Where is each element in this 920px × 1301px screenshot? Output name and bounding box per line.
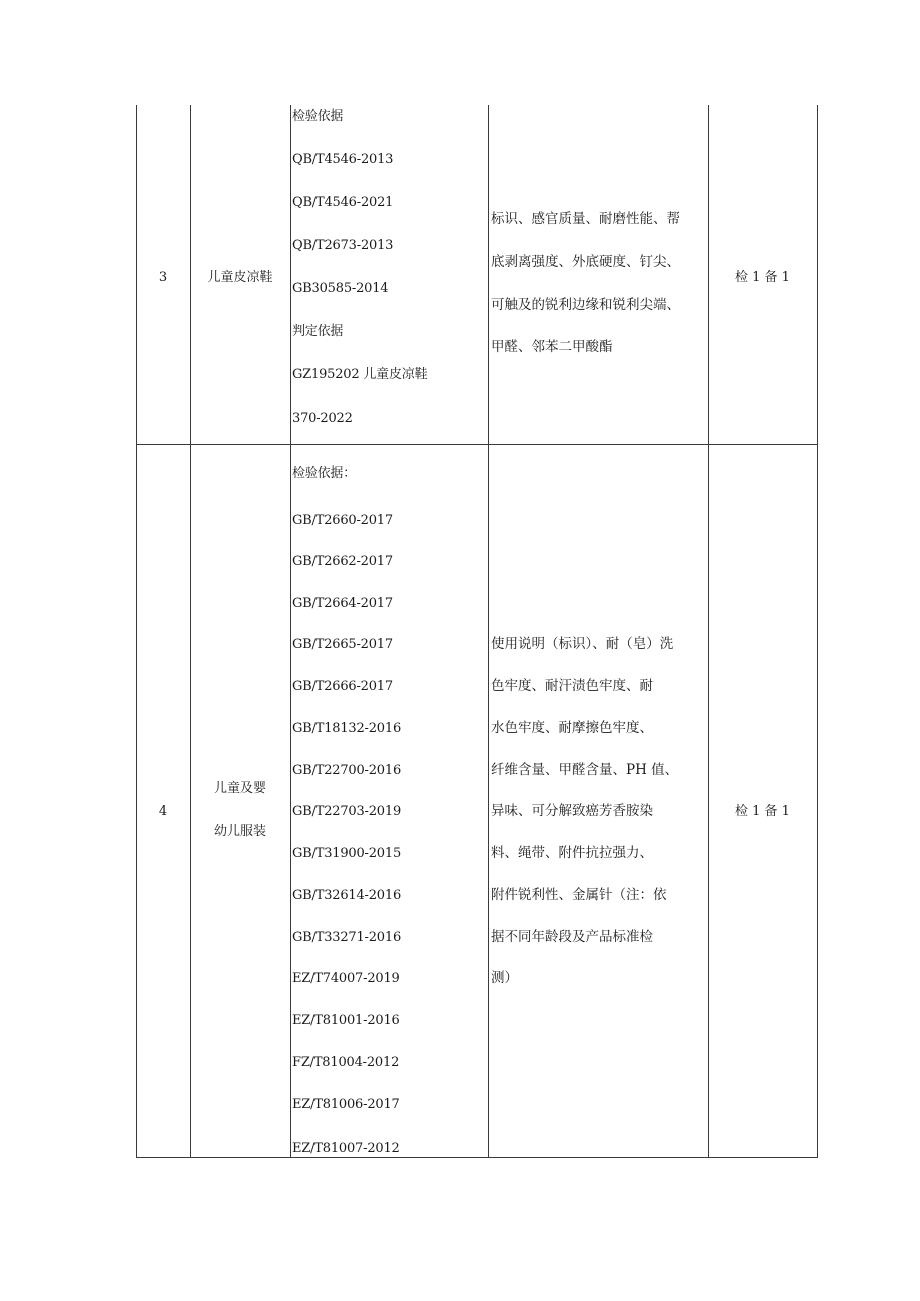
basis-line: GB/T31900-2015	[292, 846, 402, 861]
items-line: 底剥离强度、外底硬度、钉尖、	[491, 254, 680, 270]
col-divider-1	[190, 105, 191, 1158]
basis-line: GB/T2665-2017	[292, 637, 393, 652]
basis-line: 检验依据：	[292, 466, 357, 481]
basis-line: GB/T33271-2016	[292, 930, 402, 945]
items-line: 测）	[491, 970, 518, 986]
basis-line: GB/T2660-2017	[292, 513, 393, 528]
basis-line: 370-2022	[292, 411, 353, 426]
basis-line: QB/T2673-2013	[292, 238, 394, 253]
basis-line: GB/T32614-2016	[292, 888, 402, 903]
col-divider-3	[488, 105, 489, 1158]
items-line: 标识、感官质量、耐磨性能、帮	[491, 211, 680, 227]
basis-line: 检验依据	[292, 109, 344, 124]
basis-line: EZ/T74007-2019	[292, 971, 400, 986]
basis-line: QB/T4546-2021	[292, 195, 394, 210]
basis-line: GB/T2664-2017	[292, 596, 393, 611]
col-divider-4	[708, 105, 709, 1158]
basis-line: EZ/T81007-2012	[292, 1141, 400, 1156]
items-line: 据不同年龄段及产品标准检	[491, 929, 653, 945]
sampling-quantity: 检 1 备 1	[735, 270, 790, 285]
basis-line: GB/T22703-2019	[292, 804, 402, 819]
items-line: 异味、可分解致癌芳香胺染	[491, 803, 653, 819]
basis-line: GB30585-2014	[292, 281, 389, 296]
items-line: 使用说明（标识）、耐（皂）洗	[491, 636, 674, 652]
table-border-right	[817, 105, 818, 1158]
basis-line: EZ/T81006-2017	[292, 1097, 400, 1112]
items-line: 水色牢度、耐摩擦色牢度、	[491, 720, 653, 736]
col-divider-2	[290, 105, 291, 1158]
table-border-bottom	[136, 1157, 818, 1158]
basis-line: GB/T2662-2017	[292, 554, 393, 569]
product-name: 幼儿服装	[213, 824, 266, 839]
items-line: 附件锐利性、金属针（注：依	[491, 887, 667, 903]
basis-line: GB/T2666-2017	[292, 679, 393, 694]
product-name: 儿童皮凉鞋	[207, 270, 273, 285]
items-line: 料、绳带、附件抗拉强力、	[491, 845, 653, 861]
basis-line: QB/T4546-2013	[292, 152, 394, 167]
items-line: 色牢度、耐汗渍色牢度、耐	[491, 678, 653, 694]
basis-line: GZ195202 儿童皮凉鞋	[292, 367, 428, 382]
items-line: 甲醛、邻苯二甲酸酯	[491, 339, 613, 355]
basis-line: 判定依据	[292, 324, 344, 339]
basis-line: GB/T18132-2016	[292, 721, 402, 736]
row-number: 3	[158, 270, 168, 285]
items-line: 纤维含量、甲醛含量、PH 值、	[491, 762, 679, 778]
row-number: 4	[158, 804, 168, 819]
table-border-left	[136, 105, 137, 1158]
basis-line: FZ/T81004-2012	[292, 1055, 400, 1070]
product-name: 儿童及婴	[213, 781, 266, 796]
basis-line: EZ/T81001-2016	[292, 1013, 400, 1028]
basis-line: GB/T22700-2016	[292, 763, 402, 778]
sampling-quantity: 检 1 备 1	[735, 804, 790, 819]
items-line: 可触及的锐利边缘和锐利尖端、	[491, 297, 680, 313]
row-divider	[136, 444, 818, 445]
